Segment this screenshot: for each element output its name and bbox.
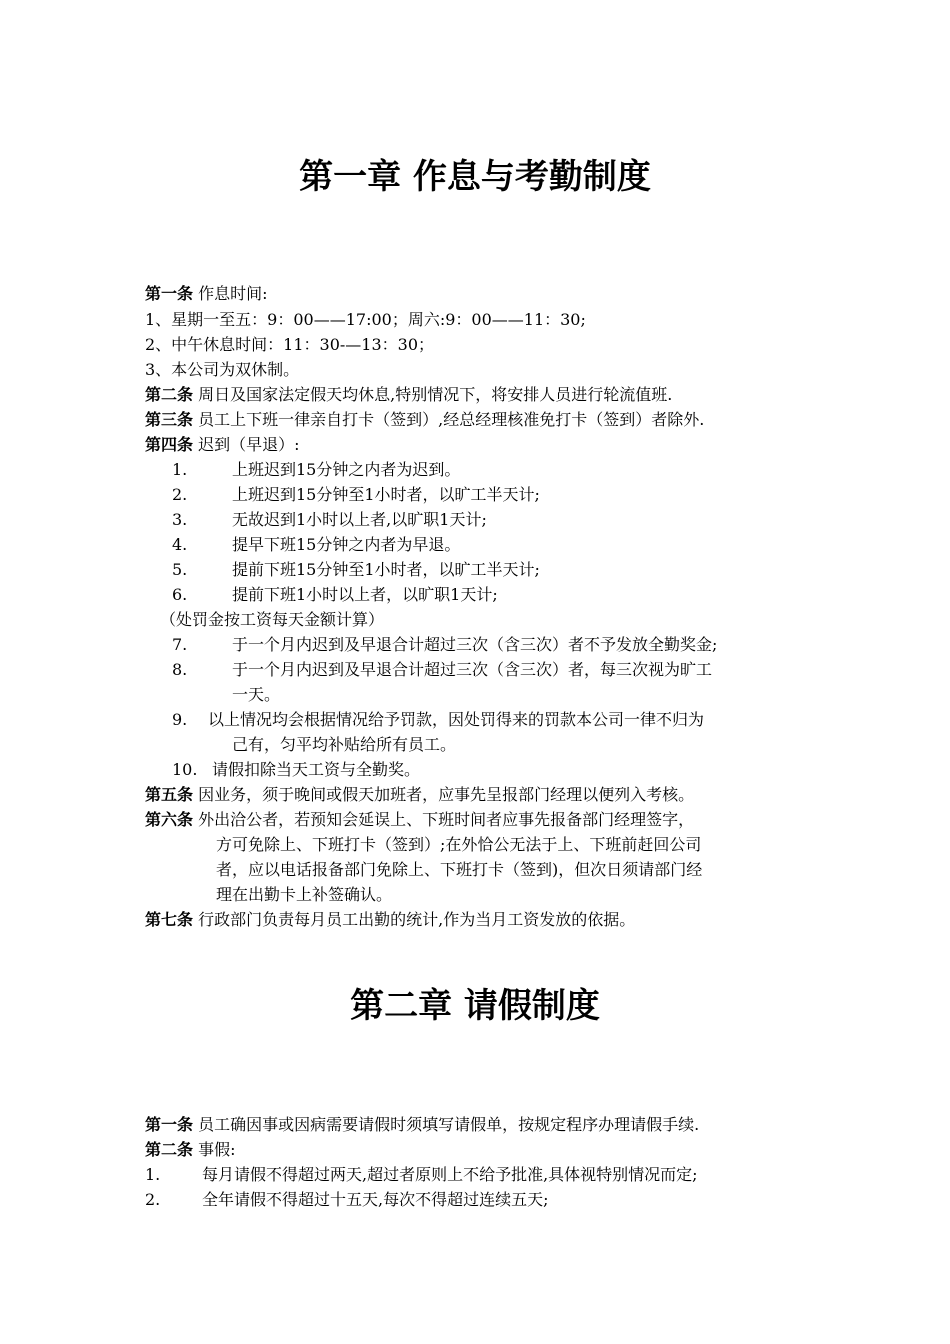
article-7 [145, 908, 635, 932]
article-1 [145, 282, 268, 306]
article-4 [145, 433, 300, 457]
list-item-text: 上班迟到15分钟之内者为迟到。 [232, 460, 461, 479]
list-item-number: 2. [172, 485, 188, 504]
list-item-text: 以上情况均会根据情况给予罚款，因处罚得来的罚款本公司一律不归为 [208, 710, 705, 729]
list-item-text: 提早下班15分钟之内者为早退。 [232, 535, 461, 554]
list-item-number: 8. [172, 660, 188, 679]
article-label: 第一条 [145, 1115, 194, 1134]
list-item-number: 2. [145, 1190, 161, 1209]
article-1 [145, 1113, 699, 1137]
article-2 [145, 383, 672, 407]
list-item-number: 3. [172, 510, 188, 529]
list-item-text: 于一个月内迟到及早退合计超过三次（含三次）者，每三次视为旷工 [232, 660, 713, 679]
article-label: 第五条 [145, 785, 194, 804]
list-item-number: 7. [172, 635, 188, 654]
schedule-line-1: 1、星期一至五：9：00——17:00；周六:9：00——11：30; [145, 310, 586, 329]
article-label: 第六条 [145, 810, 194, 829]
article-text: 员工上下班一律亲自打卡（签到）,经总经理核准免打卡（签到）者除外. [198, 410, 705, 429]
list-item-number: 9. [172, 710, 188, 729]
list-item-number: 10. [172, 760, 198, 779]
article-text: 外出洽公者，若预知会延误上、下班时间者应事先报备部门经理签字， [198, 810, 695, 829]
schedule-line-3: 3、本公司为双休制。 [145, 360, 300, 379]
article-5 [145, 783, 694, 807]
article-label: 第一条 [145, 284, 194, 303]
list-item-text: 全年请假不得超过十五天,每次不得超过连续五天; [202, 1190, 549, 1209]
list-item-number: 5. [172, 560, 188, 579]
chapter-2-title: 第二章 请假制度 [350, 986, 600, 1026]
article-6 [145, 808, 694, 832]
list-item-text: 于一个月内迟到及早退合计超过三次（含三次）者不予发放全勤奖金; [232, 635, 718, 654]
article-2 [145, 1138, 236, 1162]
list-item-text: 无故迟到1小时以上者,以旷职1天计; [232, 510, 487, 529]
list-item-number: 4. [172, 535, 188, 554]
article-label: 第七条 [145, 910, 194, 929]
list-item-number: 1. [172, 460, 188, 479]
article-text: 作息时间: [198, 284, 268, 303]
article-label: 第二条 [145, 385, 194, 404]
article-text: 因业务，须于晚间或假天加班者，应事先呈报部门经理以便列入考核。 [198, 785, 695, 804]
list-item-text: 提前下班1小时以上者，以旷职1天计; [232, 585, 498, 604]
list-item-text-cont: 一天。 [232, 685, 281, 704]
chapter-1-title: 第一章 作息与考勤制度 [299, 157, 651, 197]
list-item-text: 提前下班15分钟至1小时者，以旷工半天计; [232, 560, 540, 579]
article-text: 迟到（早退）: [198, 435, 300, 454]
list-item-text: 请假扣除当天工资与全勤奖。 [212, 760, 421, 779]
article-text: 周日及国家法定假天均休息,特别情况下，将安排人员进行轮流值班. [198, 385, 673, 404]
article-3 [145, 408, 704, 432]
article-text: 事假: [198, 1140, 236, 1159]
article-text: 员工确因事或因病需要请假时须填写请假单，按规定程序办理请假手续. [198, 1115, 700, 1134]
list-item-number: 6. [172, 585, 188, 604]
list-item-text: 上班迟到15分钟至1小时者，以旷工半天计; [232, 485, 540, 504]
article-label: 第四条 [145, 435, 194, 454]
list-item-number: 1. [145, 1165, 161, 1184]
article-label: 第三条 [145, 410, 194, 429]
article-6-cont: 者，应以电话报备部门免除上、下班打卡（签到)，但次日须请部门经 [216, 860, 703, 879]
list-item-text-cont: 己有，匀平均补贴给所有员工。 [232, 735, 457, 754]
article-6-cont: 方可免除上、下班打卡（签到）;在外恰公无法于上、下班前赶回公司 [216, 835, 702, 854]
schedule-line-2: 2、中午休息时间：11：30-—13：30； [145, 335, 435, 354]
article-6-cont: 理在出勤卡上补签确认。 [216, 885, 393, 904]
article-text: 行政部门负责每月员工出勤的统计,作为当月工资发放的依据。 [198, 910, 636, 929]
penalty-note: （处罚金按工资每天金额计算） [160, 610, 385, 629]
article-label: 第二条 [145, 1140, 194, 1159]
list-item-text: 每月请假不得超过两天,超过者原则上不给予批准,具体视特别情况而定; [202, 1165, 698, 1184]
